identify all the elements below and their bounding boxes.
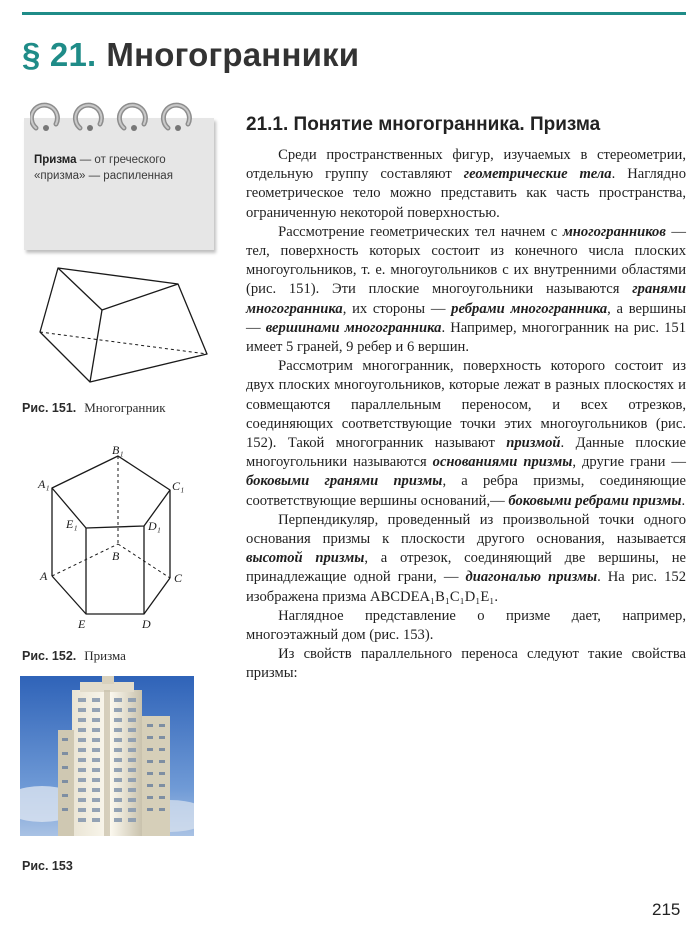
text-run: , а отрезок, соединяющий две вершины, не принадлежащие одной грани, — (246, 550, 687, 586)
chapter-title: Многогранники (106, 36, 360, 73)
text-run: Наглядное представление о призме дает, например, многоэтажный дом (рис. 153). (246, 607, 686, 644)
chapter-heading (22, 36, 359, 74)
fig152-caption (22, 648, 126, 664)
body-paragraph (246, 607, 686, 645)
fig151-label: Рис. 151. (22, 401, 77, 415)
vertex-b-label: B (112, 549, 120, 563)
note-text (34, 152, 204, 184)
term-emphasis: диагональю призмы (465, 569, 598, 586)
prism-figure (36, 444, 206, 630)
vertex-d-label: D (142, 617, 151, 630)
vertex-c1-label: C₁ (172, 479, 185, 493)
text-run: , их стороны — (342, 300, 452, 317)
vertex-a-label: A (40, 569, 48, 583)
text-run: Рассмотрение геометрических тел начнем с (278, 223, 563, 240)
text-run: — тел, поверхность которых состоит из конечного числа плоских многоугольников, т. е. многоугольников с их внутренними областями (рис. 151). Эти плоские многоугольники называются (246, 223, 686, 298)
note-term: Призма (34, 154, 77, 166)
top-rule (22, 12, 686, 15)
text-run: , а вершины — (246, 300, 686, 336)
body-paragraph (246, 511, 686, 607)
chapter-number: § 21. (22, 36, 97, 73)
term-emphasis: высотой призмы (246, 550, 365, 567)
body-paragraph (246, 645, 686, 683)
term-emphasis: боковыми ребрами призмы (508, 492, 682, 509)
fig153-label: Рис. 153 (22, 859, 73, 873)
vertex-b1-label: B₁ (112, 444, 124, 457)
term-emphasis: вершинами многогранника (265, 319, 442, 336)
text-run: . (681, 492, 686, 509)
vertex-e1-label: E₁ (66, 517, 78, 531)
text-run: Из свойств параллельного переноса следуют такие свойства призмы: (246, 646, 686, 682)
vertex-c-label: C (174, 571, 183, 585)
body-paragraph (246, 357, 686, 511)
vertex-e-label: E (78, 617, 86, 630)
term-emphasis: боковыми гранями призмы (246, 473, 443, 490)
fig151-caption (22, 400, 166, 416)
text-run: Перпендикуляр, проведенный из произвольной точки одного основания призмы к плоскости другого основания, называется (246, 511, 686, 548)
body-paragraph (246, 146, 686, 223)
text-run: . На рис. 152 изображена призма ABCDEA₁B₁C₁D₁E₁. (246, 569, 686, 605)
text-run: . Данные плоские многоугольники называются (246, 435, 686, 471)
fig152-text: Призма (84, 648, 126, 663)
vertex-d1-label: D₁ (148, 519, 161, 533)
term-emphasis: ребрами многогранника (451, 300, 608, 317)
text-run: Рассмотрим многогранник, поверхность которого состоит из двух плоских многоугольников, которые лежат в разных плоскостях и совмещаются параллельным переносом, и всех отрезков, соединяющих соответствующие точки этих многоугольников (рис. 152). Такой многогранник называют (246, 358, 686, 452)
binder-rings-icon (30, 94, 210, 138)
section-title: 21.1. Понятие многогранника. Призма (246, 114, 601, 135)
body-text (246, 146, 686, 684)
text-run: Среди пространственных фигур, изучаемых в стереометрии, отдельную группу составляют (246, 147, 686, 183)
note-definition: — от греческого «призма» — распиленная (34, 154, 173, 182)
term-emphasis: основаниями призмы (432, 454, 573, 471)
vertex-a1-label: A₁ (38, 477, 50, 491)
fig153-caption (22, 858, 81, 874)
text-run: . Например, многогранник на рис. 151 имеет 5 граней, 9 ребер и 6 вершин. (246, 319, 687, 356)
page-number: 215 (652, 900, 681, 919)
body-paragraph (246, 223, 686, 357)
text-run: . Наглядно геометрическое тело можно представить как часть пространства, ограниченную некоторой поверхностью. (246, 166, 686, 221)
text-run: , другие грани — (572, 454, 686, 471)
term-emphasis: геометрические тела (463, 166, 612, 183)
building-photo (20, 676, 194, 836)
fig151-text: Многогранник (84, 400, 166, 415)
fig152-label: Рис. 152. (22, 649, 77, 663)
term-emphasis: многогранников (562, 223, 666, 240)
text-run: , а ребра призмы, соединяющие соответствующие вершины оснований,— (246, 473, 687, 509)
polyhedron-figure (22, 262, 222, 392)
term-emphasis: гранями многогранника (246, 281, 686, 317)
term-emphasis: призмой (506, 435, 561, 452)
